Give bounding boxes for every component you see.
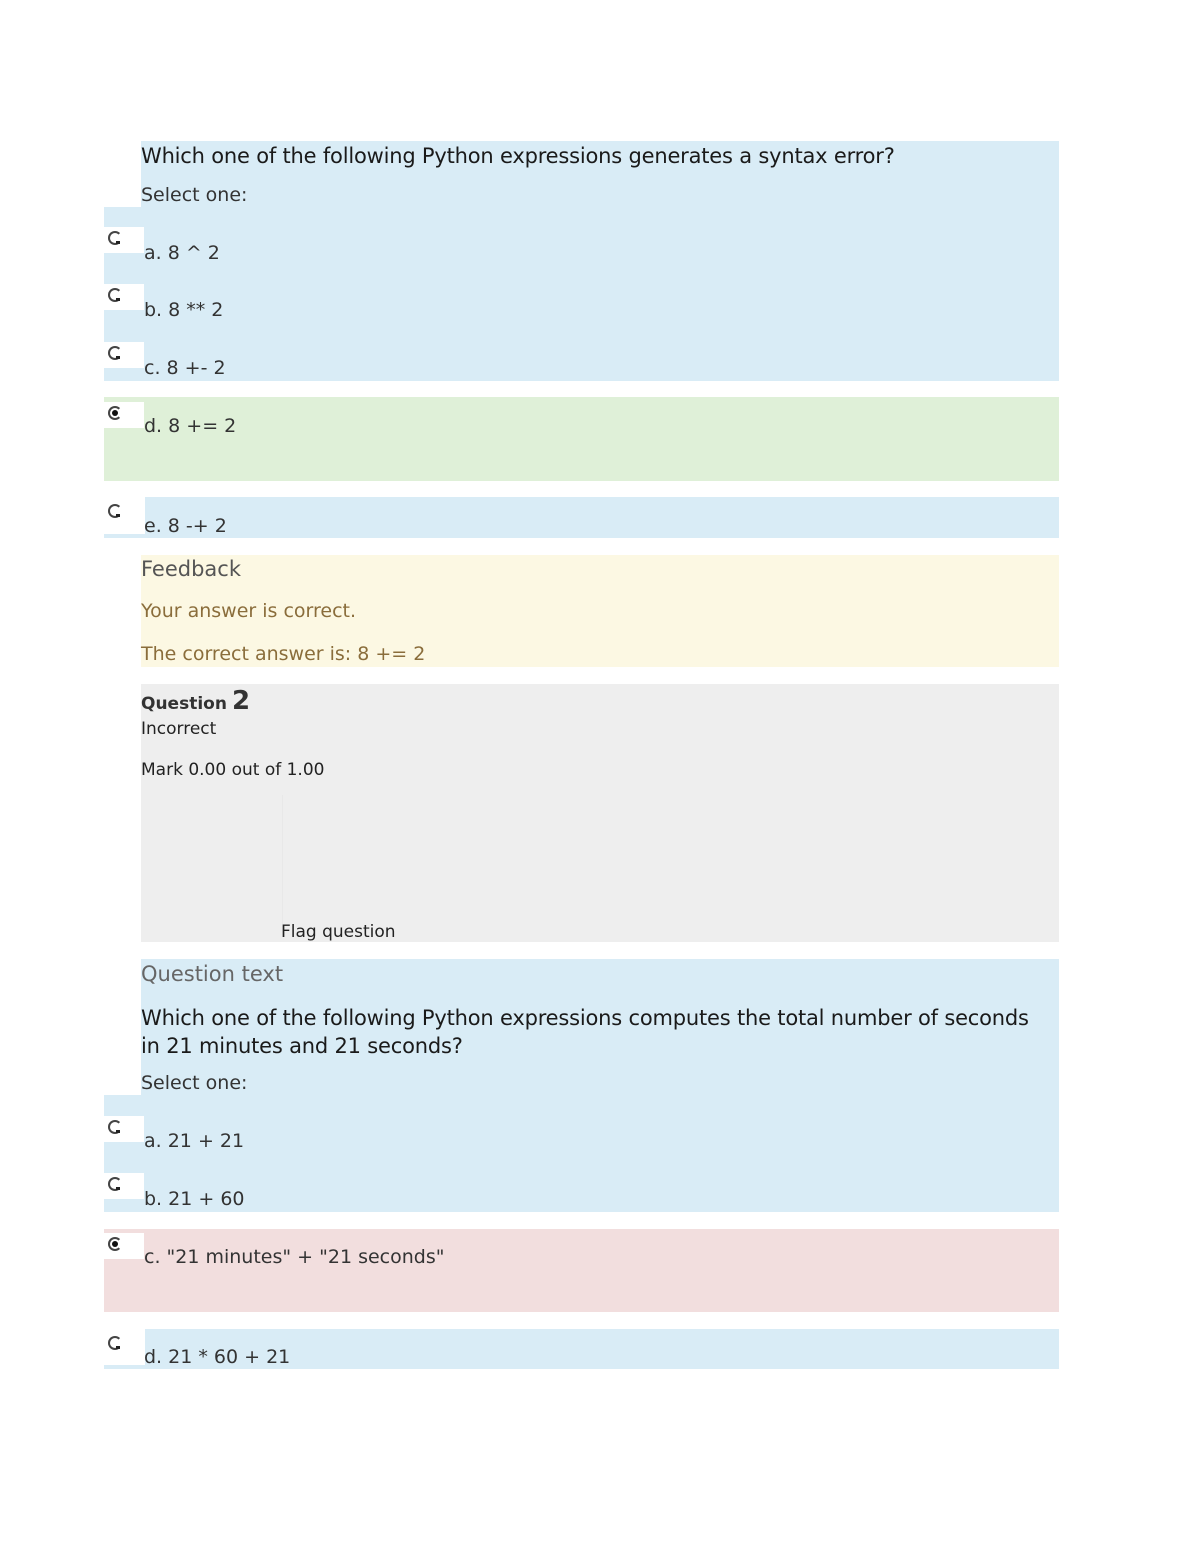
question1-option-c-radio[interactable]	[104, 342, 144, 368]
question2-option-d-underline	[104, 1365, 149, 1369]
question2-number-heading	[141, 686, 250, 716]
feedback-result: Your answer is correct.	[141, 600, 357, 622]
question2-content	[141, 959, 1059, 1212]
question1-option-d-label[interactable]: d. 8 += 2	[144, 415, 237, 437]
question1-content	[141, 141, 1059, 381]
question1-option-d-radio[interactable]	[104, 402, 144, 428]
question2-section-label: Question text	[141, 962, 284, 986]
question2-option-b-radio[interactable]	[104, 1173, 144, 1199]
question2-option-d-radio[interactable]	[104, 1332, 144, 1358]
question1-option-e-row	[145, 497, 1059, 538]
question1-option-a-label[interactable]: a. 8 ^ 2	[144, 242, 220, 264]
flag-question-panel	[282, 795, 283, 925]
question2-text: Which one of the following Python expressions computes the total number of seconds in 21 minutes and 21 seconds?	[141, 1006, 1029, 1058]
question1-option-e-underline	[104, 534, 149, 538]
question1-text: Which one of the following Python expressions generates a syntax error?	[141, 144, 895, 168]
question2-option-c-incorrect-row	[104, 1229, 1059, 1312]
question2-info-box	[141, 684, 1059, 942]
question2-option-c-radio[interactable]	[104, 1233, 144, 1259]
question1-option-e-radio[interactable]	[104, 500, 144, 526]
feedback-title: Feedback	[141, 557, 242, 581]
question1-option-a-radio[interactable]	[104, 227, 144, 253]
question2-option-d-label[interactable]: d. 21 * 60 + 21	[144, 1346, 291, 1368]
question1-option-b-radio[interactable]	[104, 284, 144, 310]
question2-state: Incorrect	[141, 719, 217, 739]
feedback-correct-answer: The correct answer is: 8 += 2	[141, 643, 426, 665]
question1-option-d-correct-row	[104, 397, 1059, 481]
question2-number: 2	[232, 686, 251, 716]
question2-option-a-label[interactable]: a. 21 + 21	[144, 1130, 245, 1152]
question1-option-e-label[interactable]: e. 8 -+ 2	[144, 515, 227, 537]
question2-option-b-label[interactable]: b. 21 + 60	[144, 1188, 245, 1210]
question2-option-c-label[interactable]: c. "21 minutes" + "21 seconds"	[144, 1246, 445, 1268]
question1-option-c-label[interactable]: c. 8 +- 2	[144, 357, 226, 379]
question1-option-b-label[interactable]: b. 8 ** 2	[144, 299, 224, 321]
question2-option-a-radio[interactable]	[104, 1116, 144, 1142]
question2-select-label: Select one:	[141, 1072, 248, 1094]
question2-number-label: Question	[141, 694, 227, 714]
question1-select-label: Select one:	[141, 184, 248, 206]
flag-question-link[interactable]: Flag question	[281, 922, 396, 942]
question2-mark: Mark 0.00 out of 1.00	[141, 760, 325, 780]
